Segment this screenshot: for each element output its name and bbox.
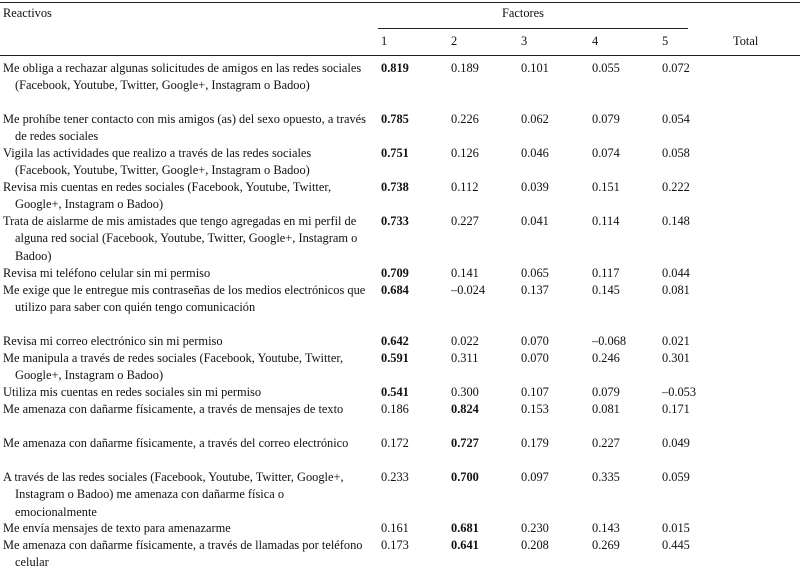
factor-2-value: 0.126 [451,146,479,160]
factor-4-value: 0.335 [592,470,620,484]
factor-1-value: 0.591 [381,351,409,365]
factor-1-value: 0.233 [381,470,409,484]
factor-4-value: 0.151 [592,180,620,194]
factor-3-value: 0.097 [521,470,549,484]
factor-5-value: 0.044 [662,266,690,280]
factor-5-value: 0.081 [662,283,690,297]
factor-4-value: 0.074 [592,146,620,160]
reactivo-text: Trata de aislarme de mis amistades que tengo agregadas en mi perfil de alguna red social (Facebook, Youtube, Twitter, Google+, Instagram o Badoo) [3,214,358,263]
factor-4-value: 0.079 [592,385,620,399]
reactivo-text: Vigila las actividades que realizo a través de las redes sociales (Facebook, Youtube, Twitter, Google+, Instagram o Badoo) [3,146,312,178]
factor-2-value: 0.189 [451,61,479,75]
factor-3-value: 0.070 [521,351,549,365]
factor-4-value: 0.114 [592,214,620,228]
factor-1-value: 0.709 [381,266,409,280]
factor-2-value: 0.681 [451,521,479,535]
factor-1-value: 0.684 [381,283,409,297]
factor-1-value: 0.819 [381,61,409,75]
reactivo-text: Me obliga a rechazar algunas solicitudes de amigos en las redes sociales (Facebook, Youtube, Twitter, Google+, Instagram o Badoo) [3,61,362,93]
factor-5-value: 0.021 [662,334,690,348]
factor-1-value: 0.541 [381,385,409,399]
factor-3-value: 0.107 [521,385,549,399]
factor-1-value: 0.733 [381,214,409,228]
factor-3-value: 0.137 [521,283,549,297]
factor-4-value: 0.269 [592,538,620,552]
reactivos-header: Reactivos [3,6,52,20]
factor-4-value: –0.068 [592,334,627,348]
factor-3-value: 0.208 [521,538,549,552]
factor-1-value: 0.642 [381,334,409,348]
factor-5-value: 0.445 [662,538,690,552]
factor-5-value: 0.171 [662,402,690,416]
factor-4-value: 0.145 [592,283,620,297]
factor-2-value: 0.824 [451,402,479,416]
factor-4-value: 0.055 [592,61,620,75]
factor-1-value: 0.738 [381,180,409,194]
factor-2-value: 0.700 [451,470,479,484]
factor-5-value: 0.148 [662,214,690,228]
top-rule [0,2,800,3]
reactivo-text: Me amenaza con dañarme físicamente, a través de mensajes de texto [3,402,344,416]
factor-3-value: 0.153 [521,402,549,416]
reactivo-text: Revisa mi teléfono celular sin mi permiso [3,266,211,280]
factor-2-value: 0.300 [451,385,479,399]
factor-5-value: –0.053 [662,385,697,399]
factor-5-value: 0.059 [662,470,690,484]
factor-2-value: 0.227 [451,214,479,228]
factor-3-value: 0.070 [521,334,549,348]
header-bottom-rule [0,55,800,56]
factor-4-value: 0.143 [592,521,620,535]
total-header: Total [733,34,759,48]
factor-5-value: 0.072 [662,61,690,75]
reactivo-text: Revisa mi correo electrónico sin mi permiso [3,334,223,348]
reactivo-text: Me prohíbe tener contacto con mis amigos (as) del sexo opuesto, a través de redes sociales [3,112,367,144]
factor-2-value: 0.112 [451,180,479,194]
factor-5-value: 0.301 [662,351,690,365]
factor-3-value: 0.039 [521,180,549,194]
factor-2-value: 0.641 [451,538,479,552]
factor-3-value: 0.041 [521,214,549,228]
reactivo-text: Me amenaza con dañarme físicamente, a través del correo electrónico [3,436,349,450]
factor-4-header: 4 [592,34,599,48]
factor-1-header: 1 [381,34,388,48]
reactivo-text: Me manipula a través de redes sociales (Facebook, Youtube, Twitter, Google+, Instagram o Badoo) [3,351,344,383]
factor-2-value: 0.141 [451,266,479,280]
factor-5-value: 0.049 [662,436,690,450]
factor-2-value: 0.727 [451,436,479,450]
factor-5-value: 0.058 [662,146,690,160]
factores-header: Factores [502,6,544,20]
factor-2-value: 0.311 [451,351,479,365]
factor-4-value: 0.227 [592,436,620,450]
reactivo-text: Me envía mensajes de texto para amenazarme [3,521,231,535]
factor-2-value: 0.022 [451,334,479,348]
factor-3-value: 0.230 [521,521,549,535]
factor-4-value: 0.117 [592,266,620,280]
factor-3-value: 0.062 [521,112,549,126]
factor-1-value: 0.172 [381,436,409,450]
factor-5-value: 0.054 [662,112,690,126]
factor-1-value: 0.186 [381,402,409,416]
factor-4-value: 0.081 [592,402,620,416]
factor-1-value: 0.161 [381,521,409,535]
factor-5-header: 5 [662,34,669,48]
reactivo-text: Me exige que le entregue mis contraseñas de los medios electrónicos que utilizo para saber con quién tengo comunicación [3,283,366,315]
factor-2-value: –0.024 [451,283,486,297]
factor-2-value: 0.226 [451,112,479,126]
factor-4-value: 0.079 [592,112,620,126]
factor-3-value: 0.179 [521,436,549,450]
factor-1-value: 0.751 [381,146,409,160]
factor-2-header: 2 [451,34,458,48]
factor-1-value: 0.173 [381,538,409,552]
reactivo-text: Revisa mis cuentas en redes sociales (Facebook, Youtube, Twitter, Google+, Instagram o Badoo) [3,180,332,212]
factor-1-value: 0.785 [381,112,409,126]
factor-3-header: 3 [521,34,528,48]
factor-5-value: 0.015 [662,521,690,535]
factores-underline [378,28,688,29]
factor-3-value: 0.046 [521,146,549,160]
factor-5-value: 0.222 [662,180,690,194]
factor-3-value: 0.101 [521,61,549,75]
reactivo-text: A través de las redes sociales (Facebook, Youtube, Twitter, Google+, Instagram o Badoo) me amenaza con dañarme física o emocionalmente [3,470,344,519]
factor-4-value: 0.246 [592,351,620,365]
reactivo-text: Me amenaza con dañarme físicamente, a través de llamadas por teléfono celular [3,538,363,570]
factor-3-value: 0.065 [521,266,549,280]
reactivo-text: Utiliza mis cuentas en redes sociales sin mi permiso [3,385,262,399]
